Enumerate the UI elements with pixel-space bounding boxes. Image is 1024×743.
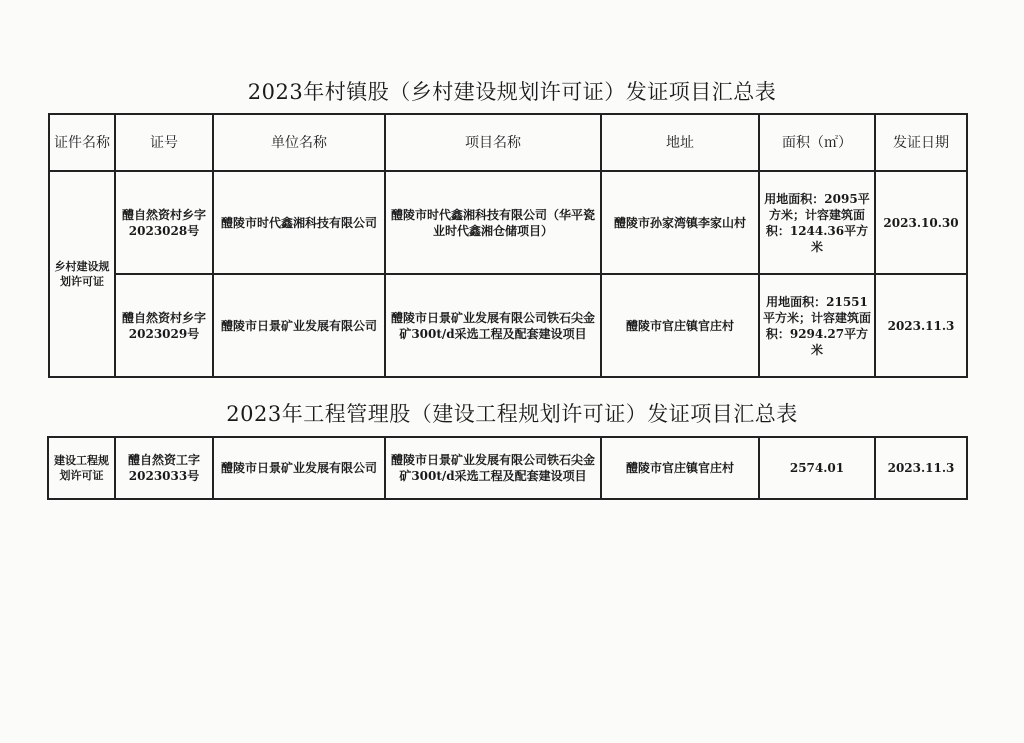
table2-title: 2023年工程管理股（建设工程规划许可证）发证项目汇总表 [226, 402, 798, 426]
project-cell: 醴陵市时代鑫湘科技有限公司（华平瓷业时代鑫湘仓储项目） [385, 171, 601, 274]
area-cell: 2574.01 [759, 437, 875, 499]
table-row [49, 274, 967, 377]
header-unit: 单位名称 [213, 114, 385, 171]
unit-cell: 醴陵市日景矿业发展有限公司 [213, 437, 385, 499]
area-cell: 用地面积：21551平方米；计容建筑面积：9294.27平方米 [759, 274, 875, 377]
area-cell: 用地面积：2095平方米；计容建筑面积：1244.36平方米 [759, 171, 875, 274]
address-cell: 醴陵市官庄镇官庄村 [601, 274, 759, 377]
construction-permit-table [47, 436, 968, 500]
village-permit-table [48, 113, 968, 378]
project-cell: 醴陵市日景矿业发展有限公司铁石尖金矿300t/d采选工程及配套建设项目 [385, 437, 601, 499]
header-project: 项目名称 [385, 114, 601, 171]
header-address: 地址 [601, 114, 759, 171]
address-cell: 醴陵市孙家湾镇李家山村 [601, 171, 759, 274]
table-row [48, 437, 967, 499]
header-area: 面积（㎡） [759, 114, 875, 171]
address-cell: 醴陵市官庄镇官庄村 [601, 437, 759, 499]
cert-no-cell: 醴自然资村乡字2023029号 [115, 274, 213, 377]
cert-type-cell: 乡村建设规划许可证 [49, 171, 115, 377]
date-cell: 2023.11.3 [875, 437, 967, 499]
table-row [49, 171, 967, 274]
cert-no-cell: 醴自然资工字2023033号 [115, 437, 213, 499]
table1-title: 2023年村镇股（乡村建设规划许可证）发证项目汇总表 [247, 80, 777, 104]
header-date: 发证日期 [875, 114, 967, 171]
unit-cell: 醴陵市日景矿业发展有限公司 [213, 274, 385, 377]
cert-no-cell: 醴自然资村乡字2023028号 [115, 171, 213, 274]
date-cell: 2023.10.30 [875, 171, 967, 274]
project-cell: 醴陵市日景矿业发展有限公司铁石尖金矿300t/d采选工程及配套建设项目 [385, 274, 601, 377]
header-cert-no: 证号 [115, 114, 213, 171]
table-header-row [49, 114, 967, 171]
date-cell: 2023.11.3 [875, 274, 967, 377]
cert-type-cell: 建设工程规划许可证 [48, 437, 115, 499]
header-cert-type: 证件名称 [49, 114, 115, 171]
unit-cell: 醴陵市时代鑫湘科技有限公司 [213, 171, 385, 274]
